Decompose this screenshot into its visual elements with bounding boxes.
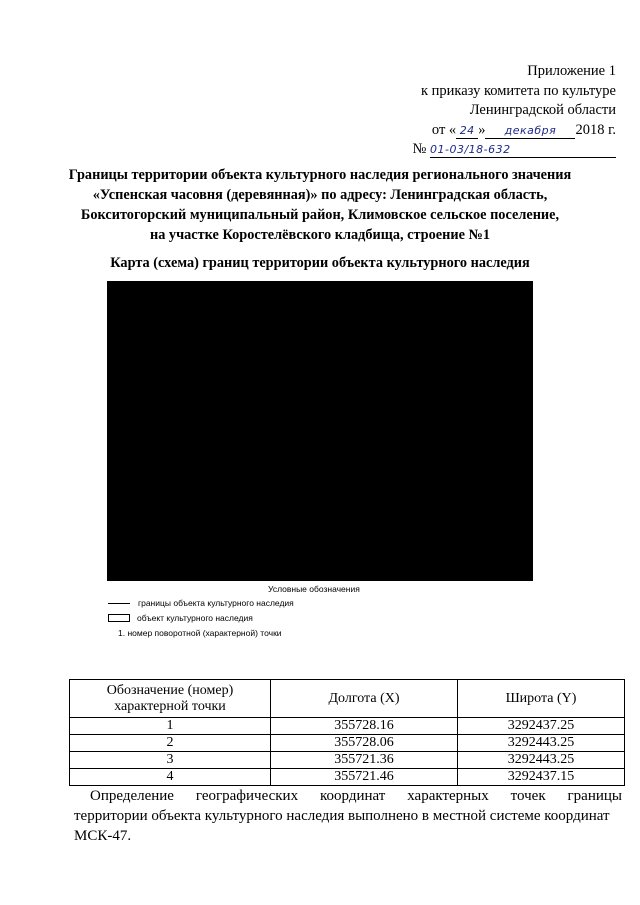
object-box-icon — [108, 614, 130, 622]
header-number — [356, 140, 616, 160]
title-line-2: «Успенская часовня (деревянная)» по адресу: Ленинградская область, — [92, 187, 548, 203]
footer-note — [74, 786, 622, 846]
date-day-field — [456, 123, 478, 139]
cell-x: 355721.46 — [271, 769, 458, 786]
title-line-1: Границы территории объекта культурного наследия регионального значения — [68, 167, 572, 183]
map-image-redacted — [107, 281, 533, 581]
header-point-id: Обозначение (номер) характерной точки — [70, 680, 271, 718]
legend-item-point — [118, 628, 282, 638]
header-latitude: Широта (Y) — [458, 680, 625, 718]
cell-point: 2 — [70, 735, 271, 752]
header-order-ref: к приказу комитета по культуре — [420, 82, 616, 99]
date-month: декабря — [504, 123, 557, 137]
cell-x: 355721.36 — [271, 752, 458, 769]
date-day: 24 — [459, 123, 475, 137]
number-field — [430, 142, 616, 158]
coordinates-table — [69, 679, 625, 786]
cell-y: 3292437.15 — [458, 769, 625, 786]
cell-y: 3292437.25 — [458, 718, 625, 735]
date-mid: » — [478, 121, 486, 138]
table-header-row — [70, 680, 625, 718]
footer-line-3: МСК-47. — [74, 828, 132, 844]
footer-line-2: территории объекта культурного наследия выполнено в местной системе координат — [74, 808, 610, 824]
cell-point: 3 — [70, 752, 271, 769]
table-row — [70, 718, 625, 735]
cell-point: 4 — [70, 769, 271, 786]
legend-title: Условные обозначения — [268, 584, 360, 594]
title-line-3: Бокситогорский муниципальный район, Климовское сельское поселение, — [80, 207, 560, 223]
cell-point: 1 — [70, 718, 271, 735]
map-title: Карта (схема) границ территории объекта культурного наследия — [110, 255, 530, 271]
table-row — [70, 769, 625, 786]
date-prefix: от « — [431, 121, 457, 138]
legend-label-boundary: границы объекта культурного наследия — [138, 598, 294, 608]
table-row — [70, 752, 625, 769]
legend-item-boundary — [108, 598, 294, 608]
footer-line-1: Определение географических координат характерных точек границы — [90, 788, 622, 804]
legend-label-point: 1. номер поворотной (характерной) точки — [118, 628, 282, 638]
cell-y: 3292443.25 — [458, 735, 625, 752]
cell-x: 355728.06 — [271, 735, 458, 752]
header-longitude: Долгота (X) — [271, 680, 458, 718]
header-date — [356, 121, 616, 141]
header-appendix: Приложение 1 — [527, 63, 616, 79]
boundary-line-icon — [108, 603, 130, 604]
cell-y: 3292443.25 — [458, 752, 625, 769]
cell-x: 355728.16 — [271, 718, 458, 735]
legend-label-object: объект культурного наследия — [137, 613, 253, 623]
title-line-4: на участке Коростелёвского кладбища, строение №1 — [149, 227, 491, 243]
number-value: 01-03/18-632 — [430, 143, 511, 156]
date-suffix: 2018 г. — [575, 121, 616, 138]
date-month-field — [485, 123, 575, 139]
number-prefix: № — [412, 141, 427, 157]
header-region: Ленинградской области — [469, 102, 616, 118]
table-row — [70, 735, 625, 752]
document-title — [60, 165, 580, 245]
document-header — [356, 62, 616, 160]
legend-item-object — [108, 613, 253, 623]
